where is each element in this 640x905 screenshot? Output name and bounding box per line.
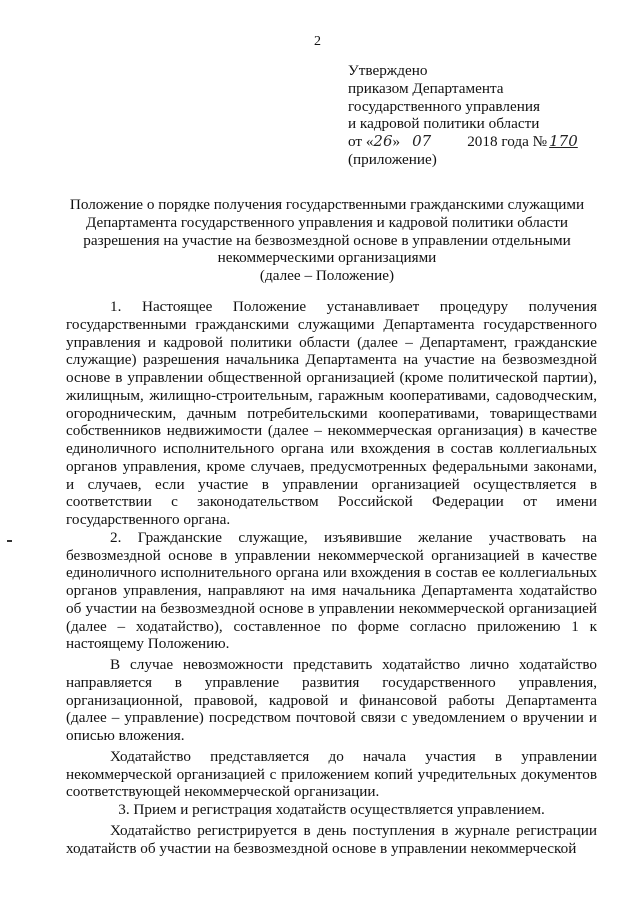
approval-line: Утверждено	[348, 62, 428, 79]
date-month-handwritten: 07	[412, 132, 432, 151]
title-line: Положение о порядке получения государственными гражданскими служащими	[69, 196, 585, 213]
paragraph-3: В случае невозможности представить ходатайство лично ходатайство направляется в управление развития государственного управления, организационной, правовой, кадровой и финансовой работы Департамента (далее – управление) посредством почтовой связи с уведомлением о вручении и описью вложения.	[66, 656, 597, 744]
paragraph-4: Ходатайство представляется до начала участия в управлении некоммерческой организацией с приложением копий учредительных документов соответствующей некоммерческой организации.	[66, 747, 597, 801]
paragraph-1: 1. Настоящее Положение устанавливает процедуру получения государственными гражданскими служащими Департамента государственного управления и кадровой политики области (далее – Департамент, гражданские служащие) разрешения начальника Департамента на участие на безвозмездной основе в управлении общественной организацией (кроме политической партии), жилищным, жилищно-строительным, гаражным кооперативами, садоводческим, огородническим, дачным потребительскими кооперативами, товариществами собственников недвижимости (далее – некоммерческая организация) в качестве единоличного исполнительного органа или вхождения в состав коллегиальных органов управления, кроме случаев, предусмотренных федеральными законами, и случаев, если участие в управлении организацией осуществляется в соответствии с законодательством Российской Федерации от имени государственного органа.	[66, 298, 597, 528]
page-number: 2	[314, 34, 321, 49]
date-prefix: от «	[348, 133, 374, 151]
title-line: (далее – Положение)	[259, 267, 395, 285]
document-body	[66, 298, 597, 857]
paragraph-5: 3. Прием и регистрация ходатайств осуществляется управлением.	[118, 801, 545, 818]
title-line: разрешения на участие на безвозмездной основе в управлении отдельными	[83, 231, 571, 249]
title-line: некоммерческими организациями	[217, 249, 437, 267]
margin-mark	[7, 540, 12, 542]
approval-line: приказом Департамента	[348, 79, 504, 97]
approval-block	[348, 62, 610, 169]
title-line: Департамента государственного управления и кадровой политики области	[85, 213, 569, 231]
date-day-handwritten: 26	[373, 132, 393, 151]
document-title	[60, 196, 594, 285]
order-number-handwritten: 170	[549, 132, 578, 151]
approval-line: (приложение)	[348, 150, 437, 168]
approval-line: государственного управления	[348, 97, 540, 115]
approval-line: и кадровой политики области	[348, 115, 540, 133]
date-mid: »	[392, 133, 401, 151]
date-year: 2018 года №	[467, 133, 548, 151]
paragraph-2: 2. Гражданские служащие, изъявившие желание участвовать на безвозмездной основе в управлении некоммерческой организацией в качестве единоличного исполнительного органа или вхождения в состав ее коллегиальных органов управления, направляют на имя начальника Департамента ходатайство об участии на безвозмездной основе в управлении некоммерческой организацией (далее – ходатайство), составленное по форме согласно приложению 1 к настоящему Положению.	[66, 528, 597, 653]
paragraph-6: Ходатайство регистрируется в день поступления в журнале регистрации ходатайств об участии на безвозмездной основе в управлении некоммерческой	[66, 821, 597, 857]
approval-date-line	[348, 133, 610, 151]
